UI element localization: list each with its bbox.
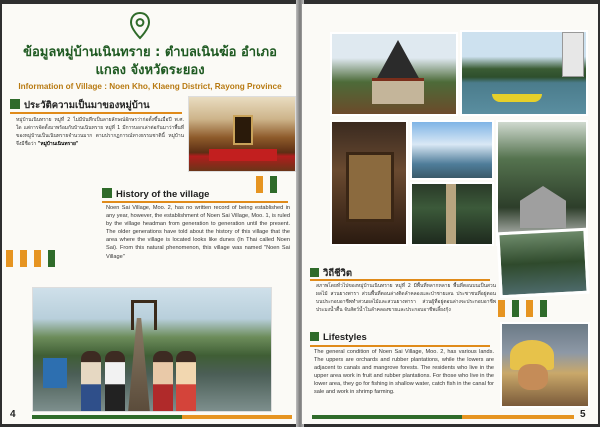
decor-squares-top (256, 176, 277, 193)
mangrove-pier-photo (410, 182, 494, 246)
temple-roof (376, 40, 420, 80)
villager (153, 351, 173, 411)
mangrove-water-photo (496, 228, 589, 299)
section-underline (102, 201, 288, 203)
bridge-walkway (128, 318, 150, 412)
temple-carpet (209, 149, 277, 161)
section-bar (310, 268, 319, 277)
boat-lake-photo (460, 30, 588, 116)
page-number: 5 (580, 409, 586, 420)
page-number: 4 (10, 409, 16, 420)
history-th-heading-label: ประวัติความเป็นมาของหมู่บ้าน (24, 100, 150, 111)
artifact (346, 152, 394, 222)
footer-orange-bar (182, 415, 292, 419)
page-footer-left (2, 406, 298, 424)
history-th-body: หมู่บ้านเนินทราย หมู่ที่ 2 ไม่มีบันทึกเป็นลายลักษณ์อักษรว่าก่อตั้งขึ้นเมื่อปี พ.ศ. ใด แต่การจัดตั้งมาพร้อมกับบ้านเนินทราย หมู่ที่ 1 มีการบอกเล่าต่อกันมาว่าพื้นที่ของหมู่บ้านเป็นเนินทรายจำนวนมาก ตามปรากฏการณ์ทางธรรมชาตินี้ หมู่บ้านจึงมีชื่อว่า (16, 117, 184, 148)
white-tower (562, 32, 584, 77)
yellow-boat (492, 94, 542, 102)
lifestyle-en-text: The general condition of Noen Sai Village, Moo. 2, has various lands. The uppers are orchards and rubber plantations, while the lowers are adjacent to canals and mangrove forests. The residents who live in the upper area work in fruit and rubber plantations. For those who live in the lower area, they go for fishing in shallow water, catch fish in the canal for sale and work in shrimp farming. (314, 349, 494, 396)
sign-board (43, 358, 67, 388)
history-th-emphasis: "หมู่บ้านเนินทราย" (37, 141, 79, 148)
temple-door (233, 115, 253, 145)
page-subtitle: Information of Village : Noen Kho, Klaeng District, Rayong Province (18, 82, 282, 91)
villager-life-photo (500, 322, 590, 408)
decor-squares-left (6, 250, 55, 267)
temple-exterior-photo (330, 32, 458, 116)
footer-orange-bar (462, 415, 574, 419)
page-title: ข้อมูลหมู่บ้านเนินทราย : ตำบลเนินฆ้อ อำเภอแกลง จังหวัดระยอง (23, 45, 277, 78)
section-bar (10, 99, 20, 109)
shrine (520, 186, 566, 228)
right-page (302, 4, 598, 424)
lifestyle-th-text: สภาพโดยทั่วไปของหมู่บ้านเนินทราย หมู่ที่ 2 มีพื้นที่หลากหลาย พื้นที่ตอนบนเป็นสวนผลไม้ สวนยางพารา ส่วนพื้นที่ตอนล่างติดลำคลองและป่าชายเลน ประชาชนที่อยู่ตอนบนประกอบอาชีพทำสวนผลไม้และสวนยางพารา ส่วนผู้ที่อยู่ตอนล่างจะประกอบอาชีพประมงน้ำตื้น จับสัตว์น้ำในลำคลองขายและประกอบอาชีพเลี้ยงกุ้ง (316, 283, 496, 314)
section-underline (10, 112, 182, 114)
left-page (2, 4, 298, 424)
lifestyle-en-heading (310, 332, 367, 343)
villagers-bridge-photo (32, 287, 272, 412)
history-en-heading-label: History of the village (116, 189, 210, 200)
history-th-text (16, 116, 184, 148)
villager (81, 351, 101, 411)
sky-water-photo (410, 120, 494, 180)
section-bar (310, 332, 319, 341)
location-pin-icon (129, 12, 151, 40)
history-en-heading (102, 188, 209, 200)
temple-hall (372, 78, 424, 104)
section-underline (310, 345, 490, 347)
face (518, 364, 548, 390)
lifestyle-th-heading-label: วิถีชีวิต (323, 268, 353, 279)
page-footer-right (302, 406, 598, 424)
pier (446, 184, 456, 246)
section-underline (310, 279, 490, 281)
history-th-heading (10, 98, 150, 113)
section-bar (102, 188, 112, 198)
decor-squares-right (498, 300, 547, 317)
footer-green-bar (312, 415, 462, 419)
villager (105, 351, 125, 411)
temple-interior-photo (188, 96, 296, 172)
trees-shrine-photo (496, 120, 588, 246)
history-en-text: Noen Sai Village, Moo. 2, has no written record of being established in any year, however, the establishment of Noen Sai Village, Moo. 1, is ruled by the village headman from generation to generation until the present. The older generations have told about the history of this village that the area where the village is located looks like dunes (In Thai called Noen Sai). From this natural phenomenon, this village was named "Noen Sai Village" (106, 205, 290, 260)
footer-green-bar (32, 415, 182, 419)
bridge-arch (131, 300, 157, 330)
villager (176, 351, 196, 411)
interior-artifact-photo (330, 120, 408, 246)
lifestyle-en-heading-label: Lifestyles (323, 332, 367, 343)
